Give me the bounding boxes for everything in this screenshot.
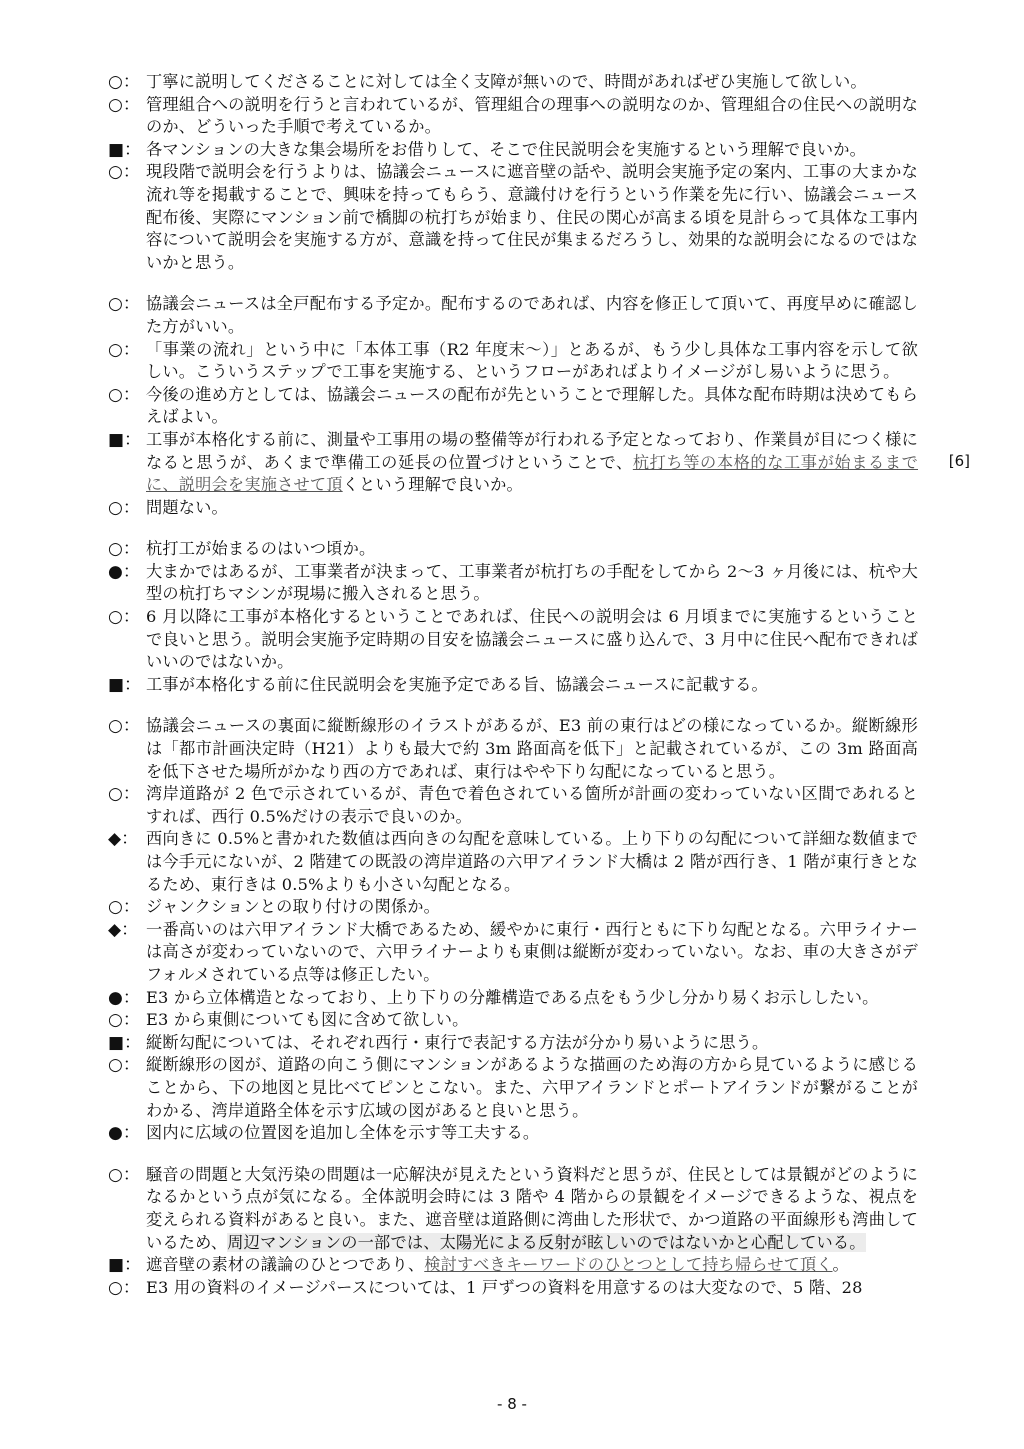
statement-text: 工事が本格化する前に住民説明会を実施予定である旨、協議会ニュースに記載する。 <box>146 674 768 694</box>
statement <box>108 94 918 139</box>
speaker-marker: ○： <box>108 784 140 805</box>
speaker-marker: ○： <box>108 72 140 92</box>
discussion-block <box>108 538 918 696</box>
statement-text: 「事業の流れ」という中に「本体工事（R2 年度末～）」とあるが、もう少し具体な工事内容を示して欲しい。こういうステップで工事を実施する、というフローがあればよりイメージがし易いように思う。 <box>146 339 918 382</box>
statement-text: 縦断勾配については、それぞれ西行・東行で表記する方法が分かり易いように思う。 <box>146 1032 769 1052</box>
speaker-marker: ○： <box>108 94 140 115</box>
statement-text: 湾岸道路が 2 色で示されているが、青色で着色されている箇所が計画の変わっていない区間であれるとすれば、西行 0.5%だけの表示で良いのか。 <box>146 784 918 826</box>
speaker-marker: ○： <box>108 1277 140 1298</box>
discussion-block <box>108 1164 918 1300</box>
statement <box>108 715 918 783</box>
statement-text: 協議会ニュースは全戸配布する予定か。配布するのであれば、内容を修正して頂いて、再度早めに確認した方がいい。 <box>146 294 918 336</box>
statement-text: 協議会ニュースの裏面に縦断線形のイラストがあるが、E3 前の東行はどの様になっているか。縦断線形は「都市計画決定時（H21）よりも最大で約 3m 路面高を低下」と記載されているが、この 3m 路面高を低下させた場所がかなり西の方であれば、東行はやや下り勾配になっていると思う。 <box>146 716 918 781</box>
statement <box>108 987 918 1010</box>
speaker-marker: ○： <box>108 716 140 737</box>
discussion-block <box>108 293 970 519</box>
speaker-marker: ○： <box>108 294 140 315</box>
statement <box>108 384 918 429</box>
speaker-marker: ◆： <box>108 829 139 850</box>
statement <box>108 339 918 384</box>
statement-text: E3 から東側についても図に含めて欲しい。 <box>146 1010 469 1030</box>
highlighted-text: 周辺マンションの一部では、太陽光による反射が眩しいのではないかと心配している。 <box>227 1232 866 1252</box>
speaker-marker: ○： <box>108 384 140 405</box>
statement <box>108 497 918 520</box>
speaker-marker: ■： <box>108 1255 142 1276</box>
speaker-marker: ○： <box>108 1164 140 1185</box>
statement <box>108 293 918 338</box>
statement-text: E3 用の資料のイメージパースについては、1 戸ずつの資料を用意するのは大変なので、5 階、28 <box>146 1277 863 1297</box>
statement <box>108 161 918 274</box>
statement <box>108 1254 918 1277</box>
speaker-marker: ○： <box>108 162 140 183</box>
speaker-marker: ■： <box>108 674 142 695</box>
speaker-marker: ●： <box>108 1123 140 1144</box>
margin-reference-note: [6] <box>948 451 970 470</box>
statement-text: 図内に広域の位置図を追加し全体を示す等工夫する。 <box>146 1123 540 1143</box>
statement <box>108 1054 918 1122</box>
discussion-block <box>108 715 918 1144</box>
statement-text: ジャンクションとの取り付けの関係か。 <box>146 897 441 917</box>
speaker-marker: ■： <box>108 1032 142 1053</box>
statement <box>108 674 918 697</box>
statement-text: E3 から立体構造となっており、上り下りの分離構造である点をもう少し分かり易くお示ししたい。 <box>146 987 879 1007</box>
speaker-marker: ◆： <box>108 919 139 940</box>
statement-text: 杭打工が始まるのはいつ頃か。 <box>146 539 376 559</box>
statement <box>108 429 970 497</box>
underlined-text: 杭打ち等の本格的な工事が始まるまでに、説明会を実施させて頂 <box>146 452 918 495</box>
speaker-marker: ○： <box>108 897 140 918</box>
statement <box>108 1122 918 1145</box>
statement-text: 今後の進め方としては、協議会ニュースの配布が先ということで理解した。具体な配布時期は決めてもらえばよい。 <box>146 384 918 427</box>
statement <box>108 896 918 919</box>
speaker-marker: ●： <box>108 561 140 582</box>
discussion-block <box>108 71 918 274</box>
speaker-marker: ○： <box>108 539 140 560</box>
statement-text: 各マンションの大きな集会場所をお借りして、そこで住民説明会を実施するという理解で良いか。 <box>146 139 866 159</box>
statement-text: 大まかではあるが、工事業者が決まって、工事業者が杭打ちの手配をしてから 2～3 ヶ月後には、杭や大型の杭打ちマシンが現場に搬入されると思う。 <box>146 561 918 604</box>
statement <box>108 139 918 162</box>
statement-text: 現段階で説明会を行うよりは、協議会ニュースに遮音壁の話や、説明会実施予定の案内、工事の大まかな流れ等を掲載することで、興味を持ってもらう、意識付けを行うという作業を先に行い、協議会ニュース配布後、実際にマンション前で橋脚の杭打ちが始まり、住民の関心が高まる頃を見計らって具体な工事内容について説明会を実施する方が、意識を持って住民が集まるだろうし、効果的な説明会になるのではないかと思う。 <box>146 162 918 272</box>
statement <box>108 561 918 606</box>
speaker-marker: ○： <box>108 1055 140 1076</box>
speaker-marker: ○： <box>108 1010 140 1031</box>
statement <box>108 71 918 94</box>
statement-text: 一番高いのは六甲アイランド大橋であるため、緩やかに東行・西行ともに下り勾配となる。六甲ライナーは高さが変わっていないので、六甲ライナーよりも東側は縦断が変わっていない。なお、車の大きさがデフォルメされている点等は修正したい。 <box>146 919 918 984</box>
speaker-marker: ●： <box>108 987 140 1008</box>
statement <box>108 783 918 828</box>
statement <box>108 1032 918 1055</box>
page-number: - 8 - <box>497 1395 527 1413</box>
statement <box>108 1164 918 1254</box>
statement-text: 遮音壁の素材の議論のひとつであり、検討すべきキーワードのひとつとして持ち帰らせて頂く。 <box>146 1255 849 1275</box>
speaker-marker: ■： <box>108 139 142 160</box>
statement-text: 縦断線形の図が、道路の向こう側にマンションがあるような描画のため海の方から見ているように感じることから、下の地図と見比べてピンとこない。また、六甲アイランドとポートアイランドが繋がることがわかる、湾岸道路全体を示す広域の図があると良いと思う。 <box>146 1055 918 1120</box>
statement-text: 6 月以降に工事が本格化するということであれば、住民への説明会は 6 月頃までに実施するということで良いと思う。説明会実施予定時期の目安を協議会ニュースに盛り込んで、3 月中に住民へ配布できればいいのではないか。 <box>146 607 918 672</box>
statement-text: 問題ない。 <box>146 497 228 517</box>
statement <box>108 538 918 561</box>
statement <box>108 1009 918 1032</box>
statement-text: 管理組合への説明を行うと言われているが、管理組合の理事への説明なのか、管理組合の住民への説明なのか、どういった手順で考えているか。 <box>146 94 918 137</box>
speaker-marker: ■： <box>108 429 142 450</box>
statement <box>108 606 918 674</box>
statement-text: 西向きに 0.5%と書かれた数値は西向きの勾配を意味している。上り下りの勾配について詳細な数値までは今手元にないが、2 階建ての既設の湾岸道路の六甲アイランド大橋は 2 階が西行き、1 階が東行きとなるため、東行きは 0.5%よりも小さい勾配となる。 <box>146 829 918 894</box>
statement <box>108 1277 918 1300</box>
statement-text: 丁寧に説明してくださることに対しては全く支障が無いので、時間があればぜひ実施して欲しい。 <box>146 72 867 91</box>
statement-text: 騒音の問題と大気汚染の問題は一応解決が見えたという資料だと思うが、住民としては景観がどのようになるかという点が気になる。全体説明会時には 3 階や 4 階からの景観をイメージできるような、視点を変えられる資料があると良い。また、遮音壁は道路側に湾曲した形状で、かつ道路の平面線形も湾曲しているため、周辺マンションの一部では、太陽光による反射が眩しいのではないかと心配している。 <box>146 1164 918 1252</box>
statement <box>108 828 918 896</box>
statement <box>108 919 918 987</box>
speaker-marker: ○： <box>108 497 140 518</box>
speaker-marker: ○： <box>108 607 140 628</box>
minutes-body <box>108 71 970 1318</box>
speaker-marker: ○： <box>108 339 140 360</box>
underlined-text: 検討すべきキーワードのひとつとして持ち帰らせて頂く <box>424 1255 833 1275</box>
statement-text: 工事が本格化する前に、測量や工事用の場の整備等が行われる予定となっており、作業員が目につく様になると思うが、あくまで準備工の延長の位置づけということで、杭打ち等の本格的な工事が始まるまでに、説明会を実施させて頂くという理解で良いか。 <box>146 429 918 495</box>
